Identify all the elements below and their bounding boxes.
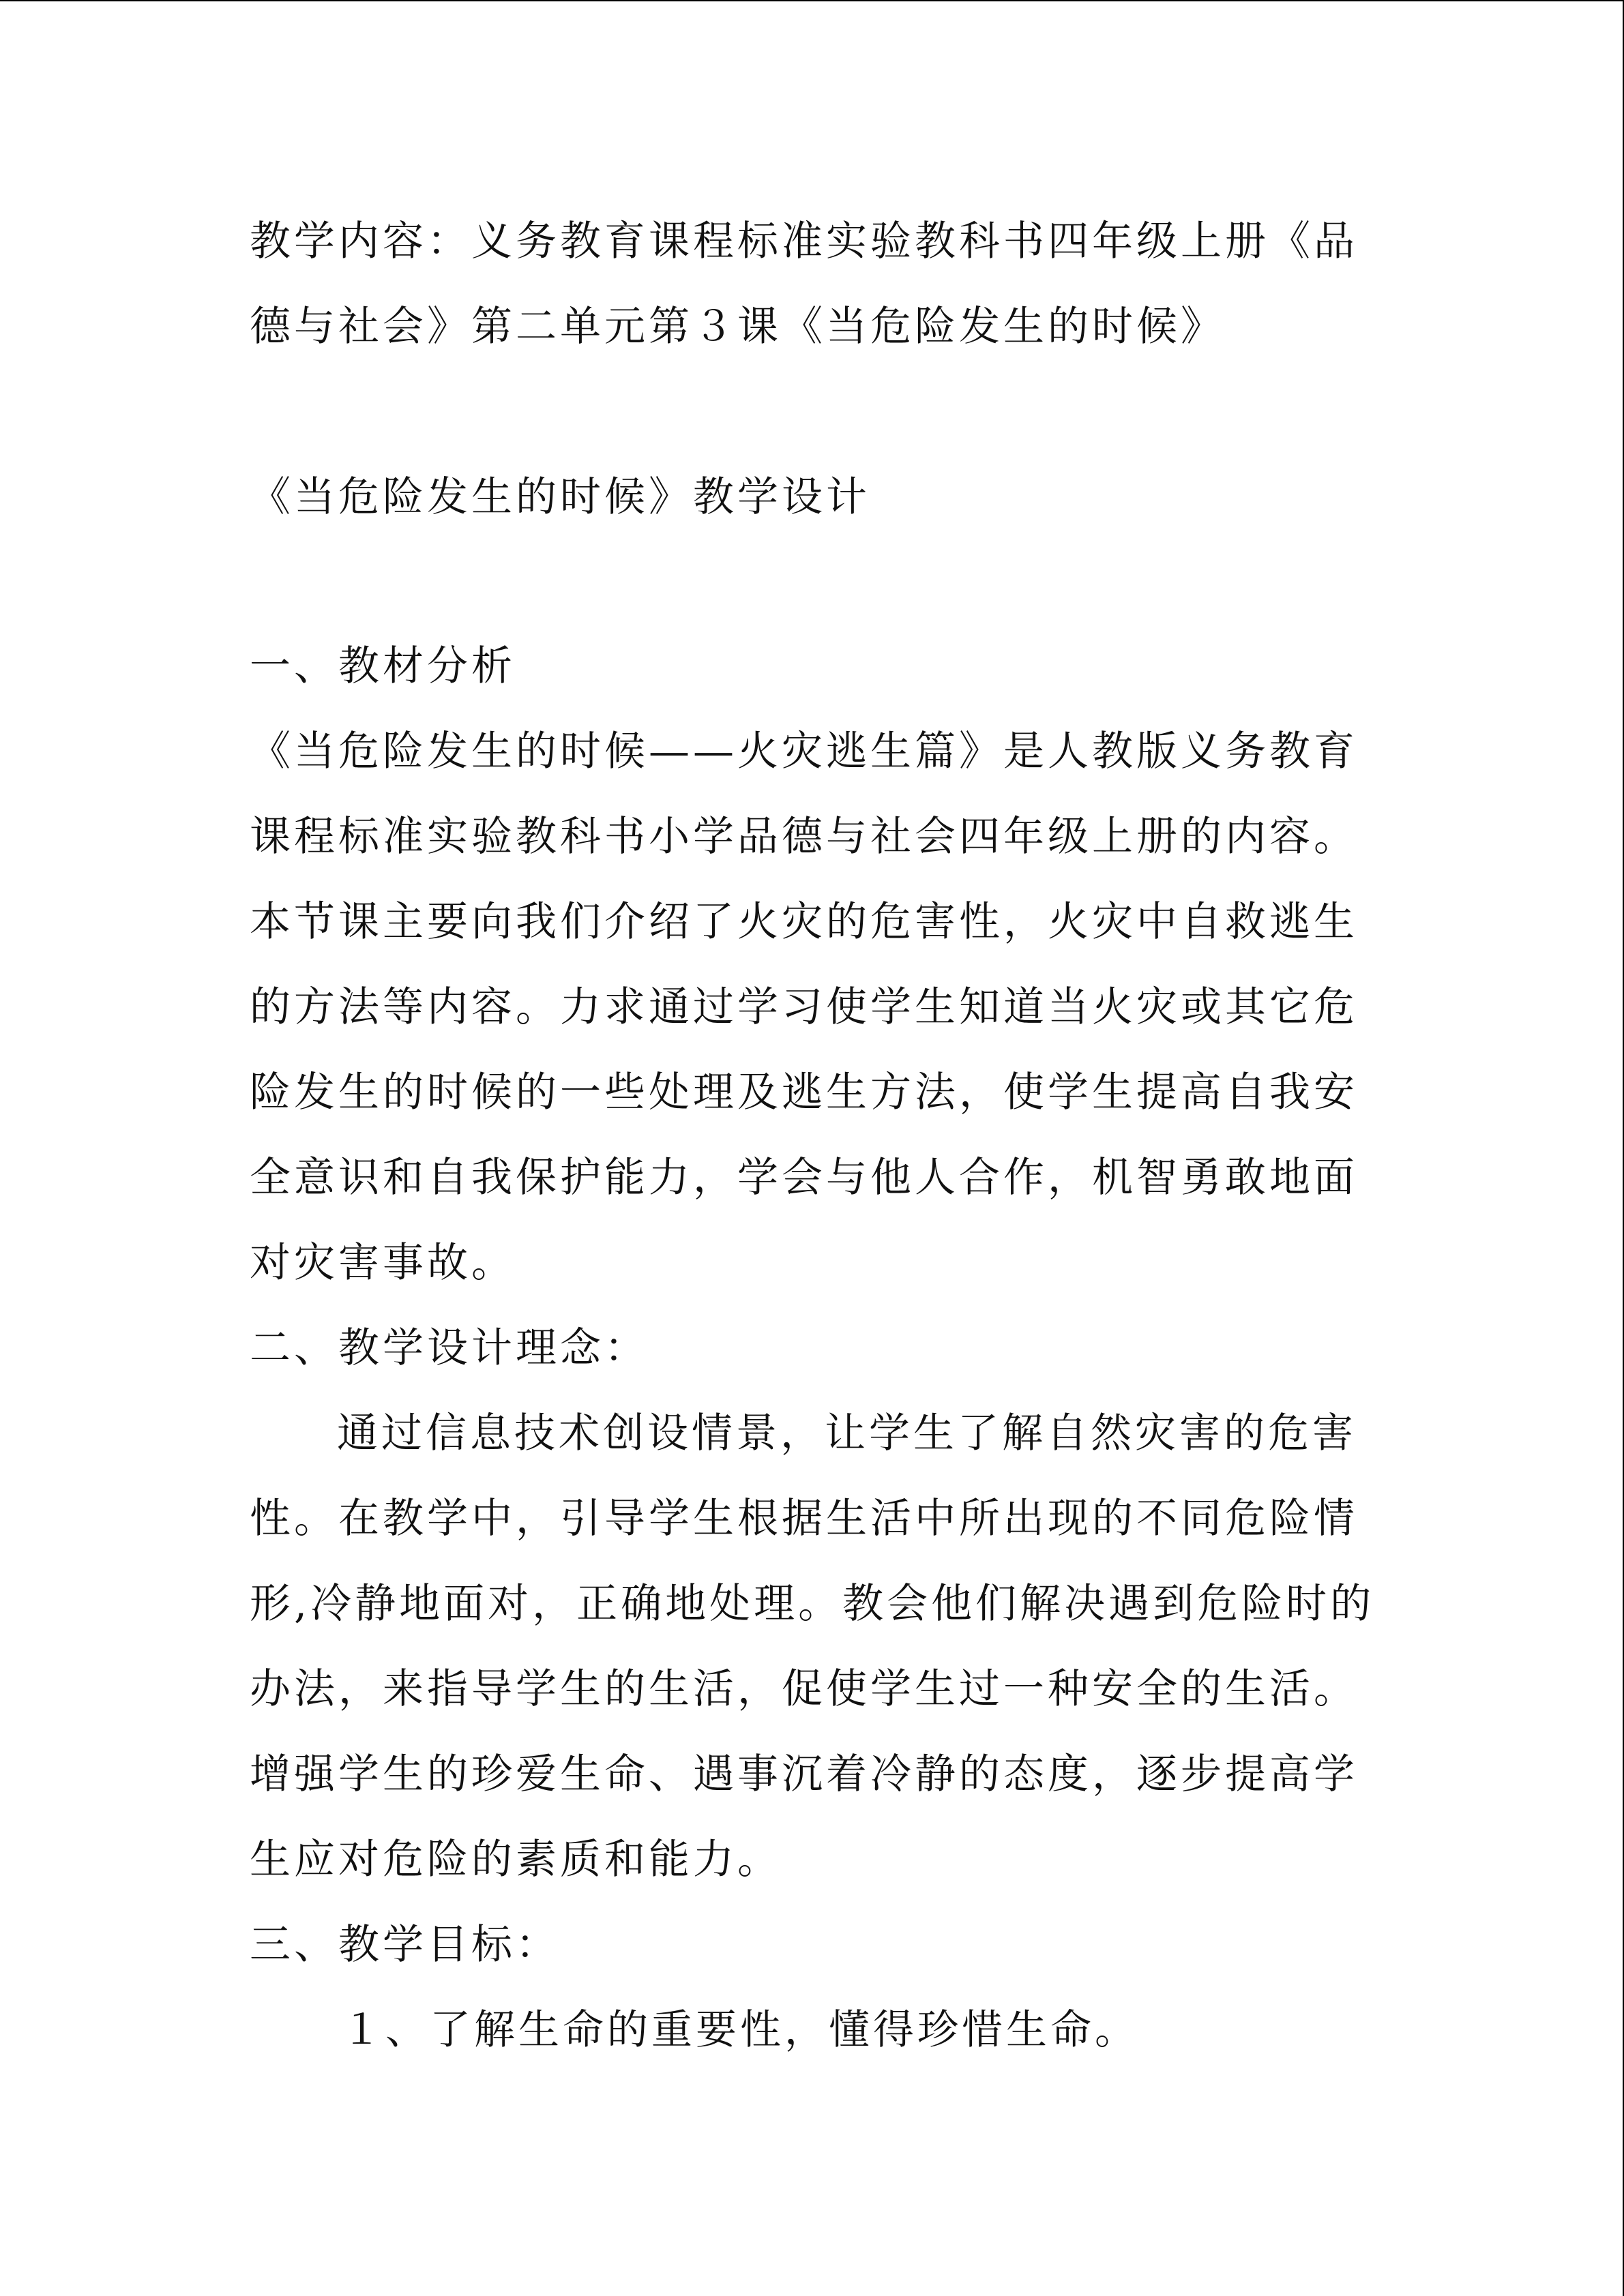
section-1-heading: 一、教材分析 <box>250 642 516 690</box>
section-2-line-5: 增强学生的珍爱生命、遇事沉着冷静的态度，逐步提高学 <box>250 1750 1358 1798</box>
section-2-line-3: 形,冷静地面对，正确地处理。教会他们解决遇到危险时的 <box>250 1580 1375 1628</box>
section-1-line-7: 对灾害事故。 <box>250 1239 516 1287</box>
section-3-item-1: １、了解生命的重要性，懂得珍惜生命。 <box>341 2006 1139 2054</box>
document-title: 《当危险发生的时候》教学设计 <box>250 473 870 521</box>
section-3-heading: 三、教学目标： <box>250 1921 560 1969</box>
section-2-line-4: 办法，来指导学生的生活，促使学生过一种安全的生活。 <box>250 1665 1358 1713</box>
section-1-line-3: 本节课主要向我们介绍了火灾的危害性，火灾中自救逃生 <box>250 898 1358 946</box>
section-1-line-6: 全意识和自我保护能力，学会与他人合作，机智勇敢地面 <box>250 1154 1358 1202</box>
section-1-line-1: 《当危险发生的时候——火灾逃生篇》是人教版义务教育 <box>250 728 1358 775</box>
section-1-line-4: 的方法等内容。力求通过学习使学生知道当火灾或其它危 <box>250 983 1358 1031</box>
content-line-1: 教学内容：义务教育课程标准实验教科书四年级上册《品 <box>250 218 1358 265</box>
section-1-line-2: 课程标准实验教科书小学品德与社会四年级上册的内容。 <box>250 813 1358 861</box>
section-2-line-2: 性。在教学中，引导学生根据生活中所出现的不同危险情 <box>250 1495 1358 1542</box>
section-2-line-6: 生应对危险的素质和能力。 <box>250 1836 782 1883</box>
section-2-line-1: 通过信息技术创设情景，让学生了解自然灾害的危害 <box>337 1410 1357 1457</box>
section-1-line-5: 险发生的时候的一些处理及逃生方法，使学生提高自我安 <box>250 1069 1358 1116</box>
content-line-2: 德与社会》第二单元第３课《当危险发生的时候》 <box>250 303 1225 351</box>
section-2-heading: 二、教学设计理念： <box>250 1324 649 1372</box>
